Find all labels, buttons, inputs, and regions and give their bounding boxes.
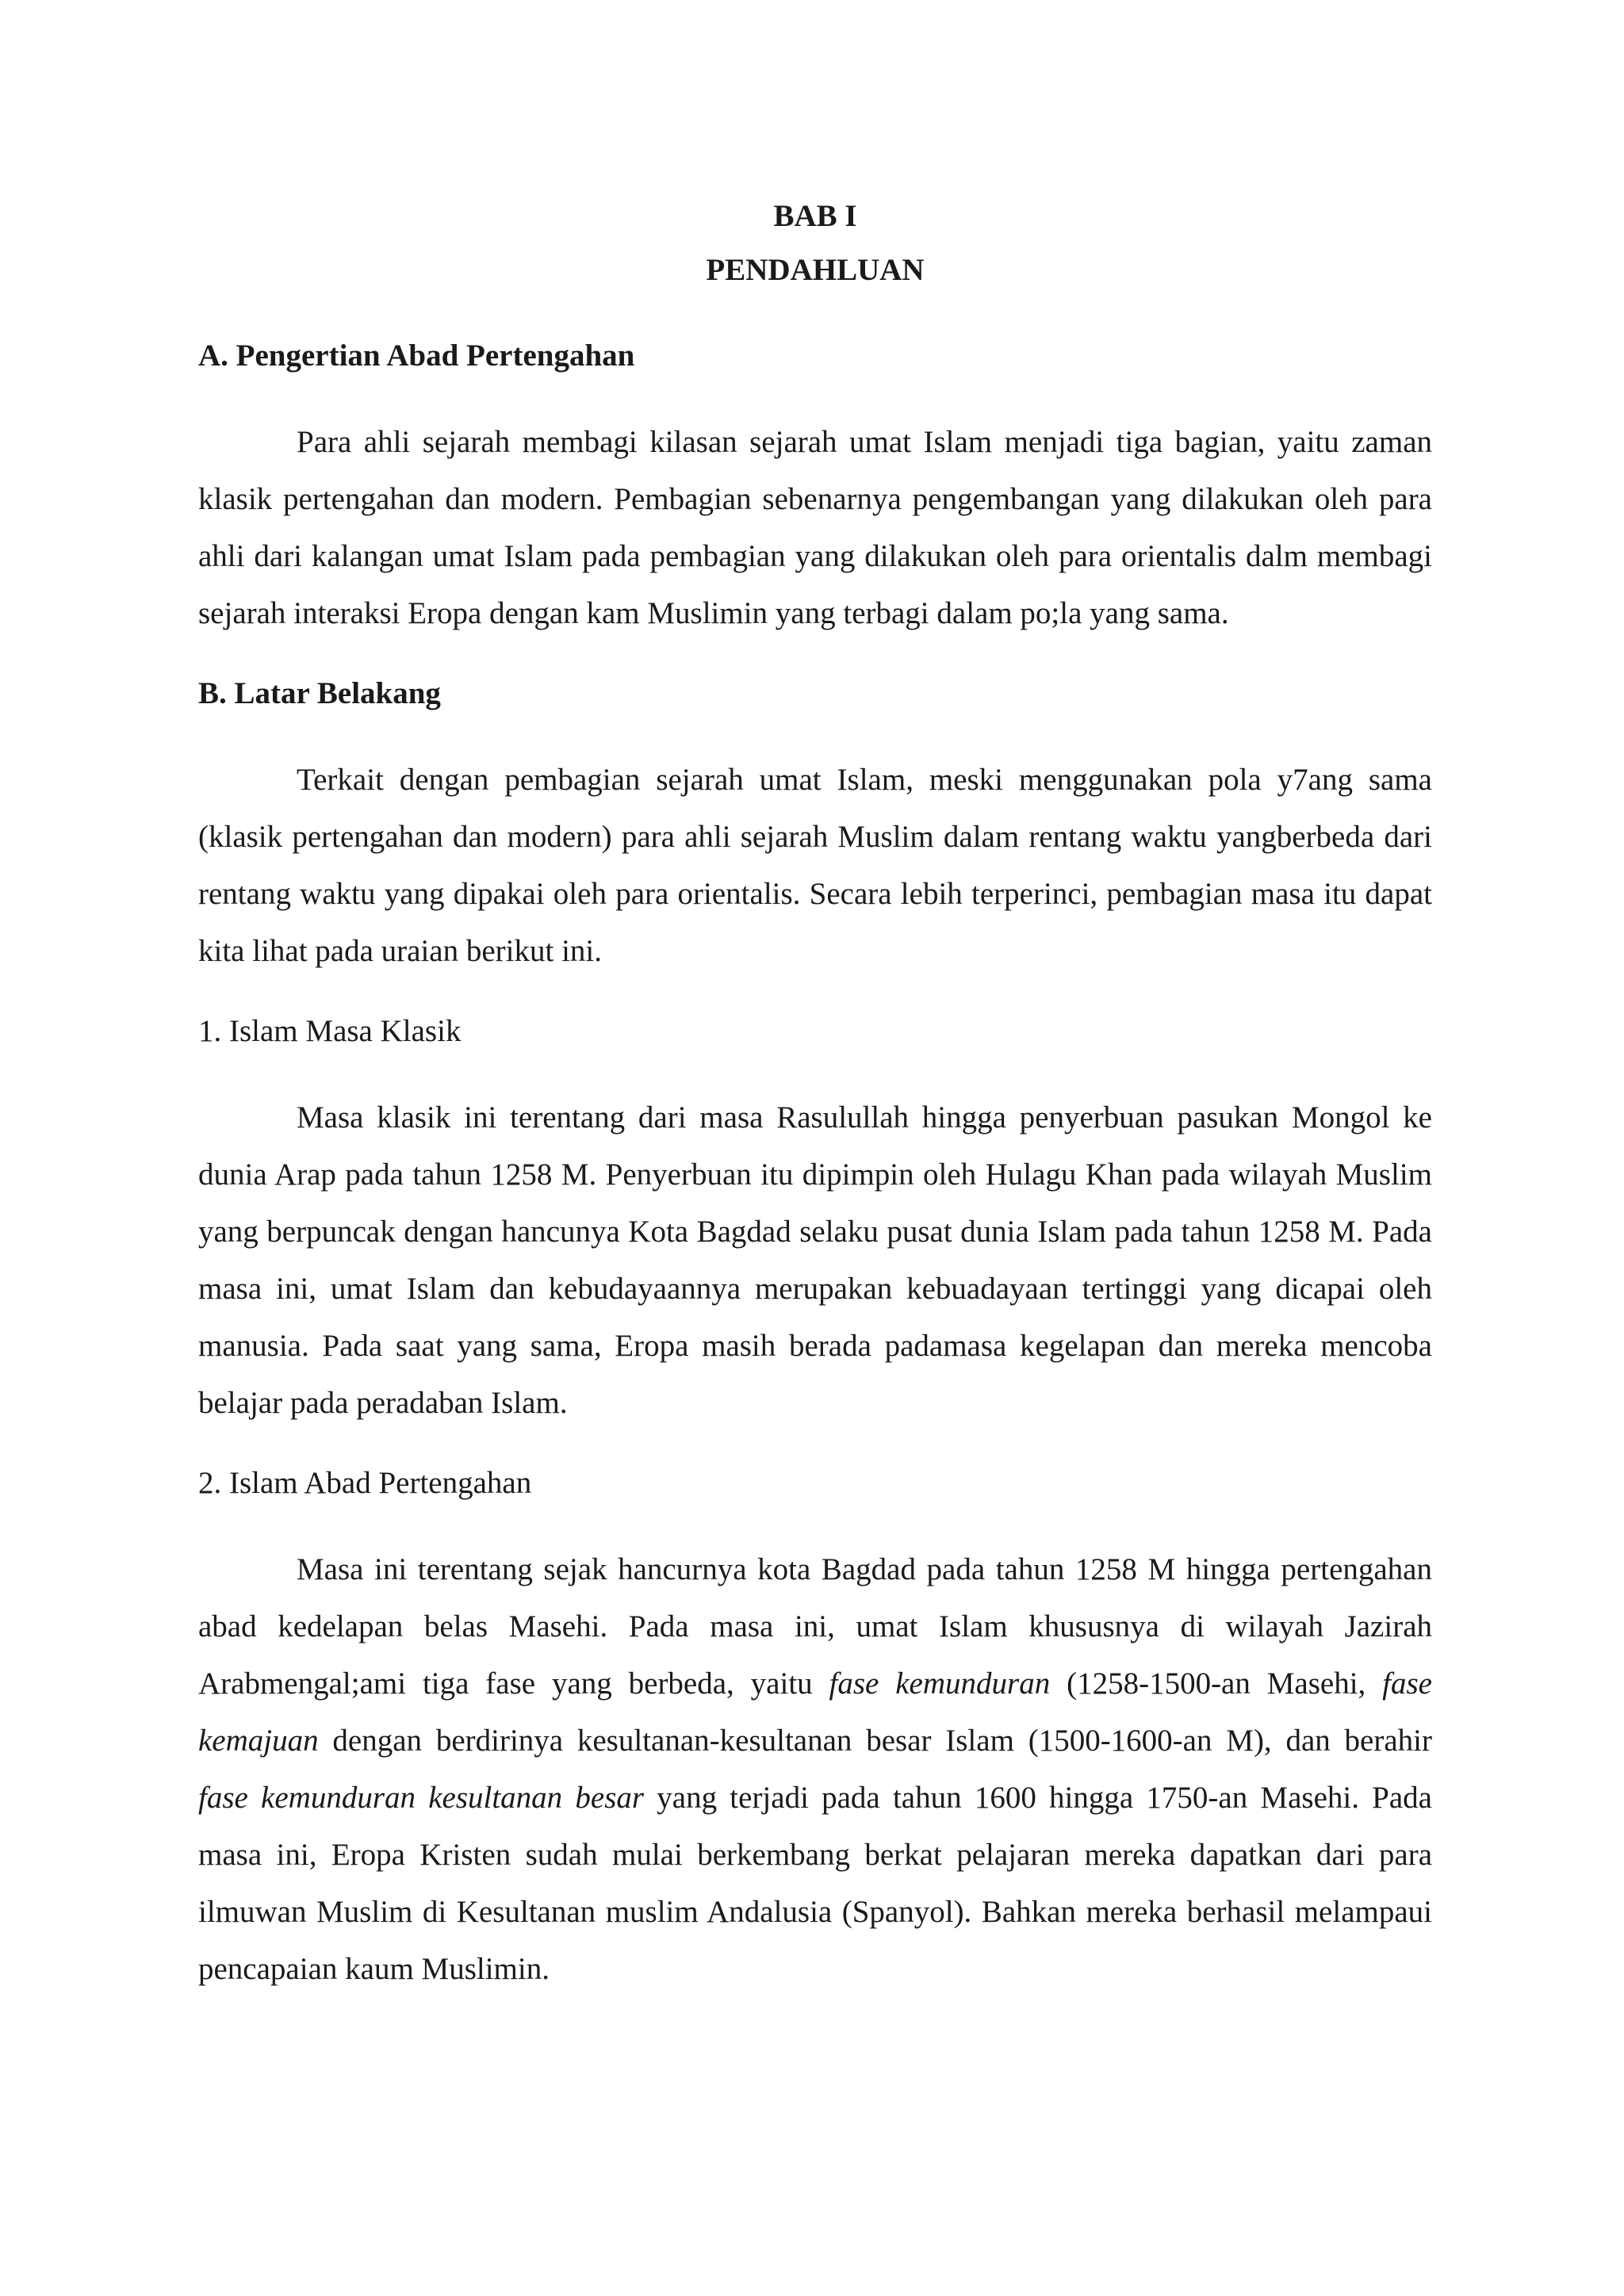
italic-phrase-fase-kemunduran-kesultanan-besar: fase kemunduran kesultanan besar	[198, 1781, 645, 1815]
paragraph-text-segment: yang terjadi pada tahun 1600 hingga 1750-an Masehi. Pada masa ini, Eropa Kristen sudah mulai berkembang berkat pelajaran mereka dapatkan dari para ilmuwan Muslim di Kesultanan muslim Andalusia (Spanyol). Bahkan mereka berhasil melampaui pencapaian kaum Muslimin.	[198, 1781, 1432, 1986]
chapter-title: PENDAHLUAN	[706, 253, 925, 287]
chapter-label: BAB I	[773, 199, 857, 233]
paragraph-text-segment: (1258-1500-an Masehi,	[1050, 1667, 1383, 1701]
section-heading-a: A. Pengertian Abad Pertengahan	[198, 339, 635, 373]
section-heading-b: B. Latar Belakang	[198, 676, 441, 710]
italic-phrase-fase-kemunduran: fase kemunduran	[829, 1667, 1051, 1701]
paragraph-text-segment: dengan berdirinya kesultanan-kesultanan besar Islam (1500-1600-an M), dan berahir	[318, 1724, 1432, 1758]
paragraph-islam-abad-pertengahan	[198, 1541, 1432, 1998]
page-content	[198, 197, 1432, 2030]
paragraph-b: Terkait dengan pembagian sejarah umat Islam, meski menggunakan pola y7ang sama (klasik pertengahan dan modern) para ahli sejarah Muslim dalam rentang waktu yangberbeda dari rentang waktu yang dipakai oleh para orientalis. Secara lebih terperinci, pembagian masa itu dapat kita lihat pada uraian berikut ini.	[198, 763, 1432, 968]
italic-phrase-fase-kemajuan: fase kemajuan	[198, 1667, 1432, 1758]
paragraph-text-segment: Masa ini terentang sejak hancurnya kota Bagdad pada tahun 1258 M hingga pertengahan abad kedelapan belas Masehi. Pada masa ini, umat Islam khususnya di wilayah Jazirah Arabmengal;ami tiga fase yang berbeda, yaitu	[198, 1552, 1432, 1701]
paragraph-islam-masa-klasik: Masa klasik ini terentang dari masa Rasulullah hingga penyerbuan pasukan Mongol ke dunia Arap pada tahun 1258 M. Penyerbuan itu dipimpin oleh Hulagu Khan pada wilayah Muslim yang berpuncak dengan hancunya Kota Bagdad selaku pusat dunia Islam pada tahun 1258 M. Pada masa ini, umat Islam dan kebudayaannya merupakan kebuadayaan tertinggi yang dicapai oleh manusia. Pada saat yang sama, Eropa masih berada padamasa kegelapan dan mereka mencoba belajar pada peradaban Islam.	[198, 1100, 1432, 1420]
subheading-islam-masa-klasik: 1. Islam Masa Klasik	[198, 1014, 462, 1048]
paragraph-a: Para ahli sejarah membagi kilasan sejarah umat Islam menjadi tiga bagian, yaitu zaman klasik pertengahan dan modern. Pembagian sebenarnya pengembangan yang dilakukan oleh para ahli dari kalangan umat Islam pada pembagian yang dilakukan oleh para orientalis dalm membagi sejarah interaksi Eropa dengan kam Muslimin yang terbagi dalam po;la yang sama.	[198, 425, 1432, 630]
subheading-islam-abad-pertengahan: 2. Islam Abad Pertengahan	[198, 1466, 532, 1500]
